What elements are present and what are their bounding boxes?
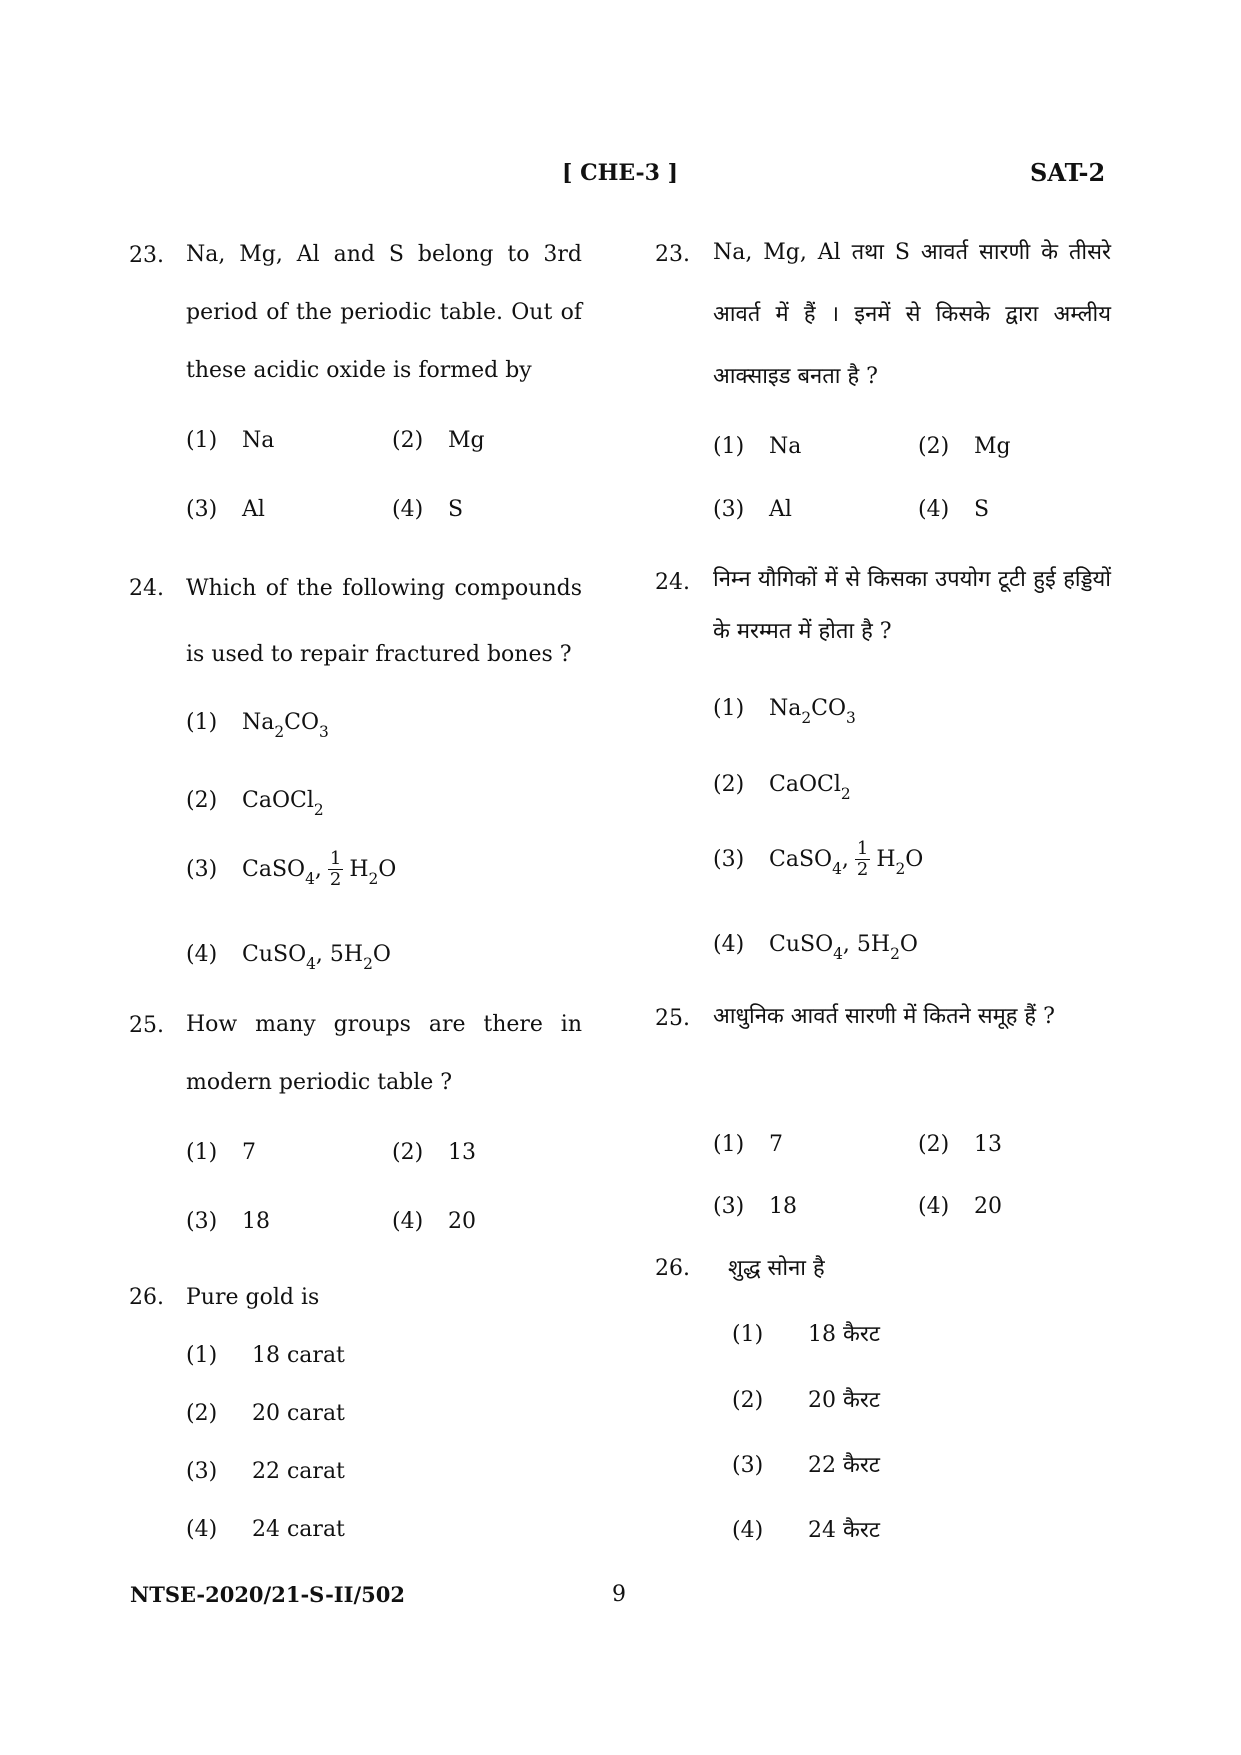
- right-q26-option-3: [732, 1449, 880, 1479]
- option-number: (4): [713, 932, 745, 957]
- formula-na2co3: $Na_2CO_3$: [769, 696, 856, 727]
- left-q24-number: 24.: [129, 576, 164, 601]
- option-number: (2): [392, 1140, 424, 1165]
- option-text: 20: [974, 1194, 1002, 1219]
- right-q23-option-4: [918, 497, 989, 522]
- option-text: 18 कैरट: [808, 1322, 880, 1347]
- left-q26-option-1: [186, 1343, 345, 1368]
- left-q26-text: Pure gold is: [186, 1285, 320, 1310]
- left-q25-text: How many groups are there in modern periodic table ?: [186, 1012, 582, 1095]
- left-q23-option-4: [392, 497, 463, 522]
- right-q25-number: 25.: [655, 1006, 690, 1031]
- right-q25-option-1: [713, 1132, 783, 1157]
- right-q23-option-1: [713, 434, 801, 459]
- option-number: (2): [918, 434, 950, 459]
- option-number: (1): [713, 1132, 745, 1157]
- option-number: (4): [186, 942, 218, 967]
- left-q25-number: 25.: [129, 1013, 164, 1038]
- left-q24-option-3: [186, 850, 396, 889]
- option-text: Al: [769, 497, 792, 522]
- option-number: (1): [713, 434, 745, 459]
- option-text: 13: [974, 1132, 1002, 1157]
- option-text: 22 कैरट: [808, 1453, 880, 1478]
- option-number: (2): [918, 1132, 950, 1157]
- fraction-half: $\frac{1}{2}$: [856, 838, 869, 880]
- left-q23-text: Na, Mg, Al and S belong to 3rd period of the periodic table. Out of these acidic oxide is formed by: [186, 242, 582, 383]
- left-q24-text: Which of the following compounds is used to repair fractured bones ?: [186, 576, 582, 667]
- option-text: 20 carat: [252, 1401, 345, 1426]
- formula-na2co3: $Na_2CO_3$: [242, 710, 329, 741]
- option-number: (2): [713, 772, 745, 797]
- left-q25-option-4: [392, 1209, 476, 1234]
- option-number: (1): [186, 1343, 218, 1368]
- right-q24-text: निम्न यौगिकों में से किसका उपयोग टूटी हुई हड्डियों के मरम्मत में होता है ?: [713, 567, 1111, 644]
- fraction-half: $\frac{1}{2}$: [329, 848, 342, 890]
- left-q26-option-2: [186, 1401, 345, 1426]
- right-q25-option-2: [918, 1132, 1002, 1157]
- option-text: Mg: [974, 434, 1011, 459]
- formula-caocl2: CaOCl$_2$: [242, 788, 324, 819]
- left-q25-option-3: [186, 1209, 270, 1234]
- right-q26-text: शुद्ध सोना है: [728, 1256, 825, 1281]
- formula-plaster-of-paris: CaSO$_4$, $\frac{1}{2}$ $H_2O$: [242, 848, 397, 890]
- option-number: (3): [713, 847, 745, 872]
- option-number: (1): [732, 1322, 764, 1347]
- left-q23-option-2: [392, 428, 485, 453]
- option-text: 13: [448, 1140, 476, 1165]
- option-number: (4): [918, 1194, 950, 1219]
- option-number: (3): [186, 1459, 218, 1484]
- option-text: 22 carat: [252, 1459, 345, 1484]
- option-number: (1): [186, 1140, 218, 1165]
- right-q23-option-2: [918, 434, 1011, 459]
- left-q24-option-1: [186, 710, 329, 741]
- left-q25-option-1: [186, 1140, 256, 1165]
- left-q25-option-2: [392, 1140, 476, 1165]
- option-number: (3): [186, 857, 218, 882]
- option-text: 24 कैरट: [808, 1518, 880, 1543]
- option-number: (3): [732, 1453, 764, 1478]
- option-number: (1): [186, 428, 218, 453]
- option-text: 18: [242, 1209, 270, 1234]
- option-text: S: [448, 497, 464, 522]
- formula-cuso4-5h2o: CuSO$_4$, $5H_2O$: [769, 932, 918, 963]
- right-q26-option-2: [732, 1384, 880, 1414]
- option-number: (1): [713, 696, 745, 721]
- formula-caocl2: CaOCl$_2$: [769, 772, 851, 803]
- right-q24-option-3: [713, 840, 923, 879]
- right-q23-text: Na, Mg, Al तथा S आवर्त सारणी के तीसरे आवर्त में हैं । इनमें से किसके द्वारा अम्लीय आक्साइड बनता है ?: [713, 240, 1111, 389]
- option-text: 20 कैरट: [808, 1388, 880, 1413]
- option-text: 7: [242, 1140, 256, 1165]
- option-number: (4): [732, 1518, 764, 1543]
- option-text: 24 carat: [252, 1517, 345, 1542]
- option-number: (4): [918, 497, 950, 522]
- footer-code: NTSE-2020/21-S-II/502: [130, 1582, 405, 1607]
- right-q26-number: 26.: [655, 1256, 690, 1281]
- left-q23-number: 23.: [129, 243, 164, 268]
- right-q24-option-1: [713, 696, 856, 727]
- option-number: (4): [392, 497, 424, 522]
- option-text: Na: [242, 428, 275, 453]
- page-number: 9: [612, 1582, 626, 1607]
- right-q23-number: 23.: [655, 242, 690, 267]
- option-text: Mg: [448, 428, 485, 453]
- right-q23-option-3: [713, 497, 792, 522]
- left-q23-option-1: [186, 428, 274, 453]
- option-number: (2): [186, 788, 218, 813]
- right-q24-number: 24.: [655, 570, 690, 595]
- option-number: (2): [392, 428, 424, 453]
- left-q24-option-4: [186, 942, 391, 973]
- header-right: SAT-2: [1030, 158, 1106, 187]
- header-center: [ CHE-3 ]: [562, 160, 679, 186]
- option-number: (3): [186, 497, 218, 522]
- option-number: (3): [713, 497, 745, 522]
- option-number: (4): [392, 1209, 424, 1234]
- formula-cuso4-5h2o: CuSO$_4$, $5H_2O$: [242, 942, 391, 973]
- left-q23-option-3: [186, 497, 265, 522]
- option-text: 7: [769, 1132, 783, 1157]
- left-q26-option-3: [186, 1459, 345, 1484]
- left-q26-number: 26.: [129, 1285, 164, 1310]
- option-number: (2): [186, 1401, 218, 1426]
- right-q26-option-1: [732, 1318, 880, 1348]
- right-q25-text: आधुनिक आवर्त सारणी में कितने समूह हैं ?: [713, 1004, 1055, 1029]
- option-number: (3): [186, 1209, 218, 1234]
- option-number: (1): [186, 710, 218, 735]
- option-text: 18: [769, 1194, 797, 1219]
- right-q24-option-4: [713, 932, 918, 963]
- option-number: (3): [713, 1194, 745, 1219]
- right-q25-option-4: [918, 1194, 1002, 1219]
- option-text: S: [974, 497, 990, 522]
- option-text: 18 carat: [252, 1343, 345, 1368]
- left-q26-option-4: [186, 1517, 345, 1542]
- option-text: Al: [242, 497, 265, 522]
- left-q24-option-2: [186, 788, 324, 819]
- right-q24-option-2: [713, 772, 851, 803]
- option-text: 20: [448, 1209, 476, 1234]
- right-q25-option-3: [713, 1194, 797, 1219]
- formula-plaster-of-paris: CaSO$_4$, $\frac{1}{2}$ $H_2O$: [769, 838, 924, 880]
- option-number: (2): [732, 1388, 764, 1413]
- option-text: Na: [769, 434, 802, 459]
- right-q26-option-4: [732, 1514, 880, 1544]
- option-number: (4): [186, 1517, 218, 1542]
